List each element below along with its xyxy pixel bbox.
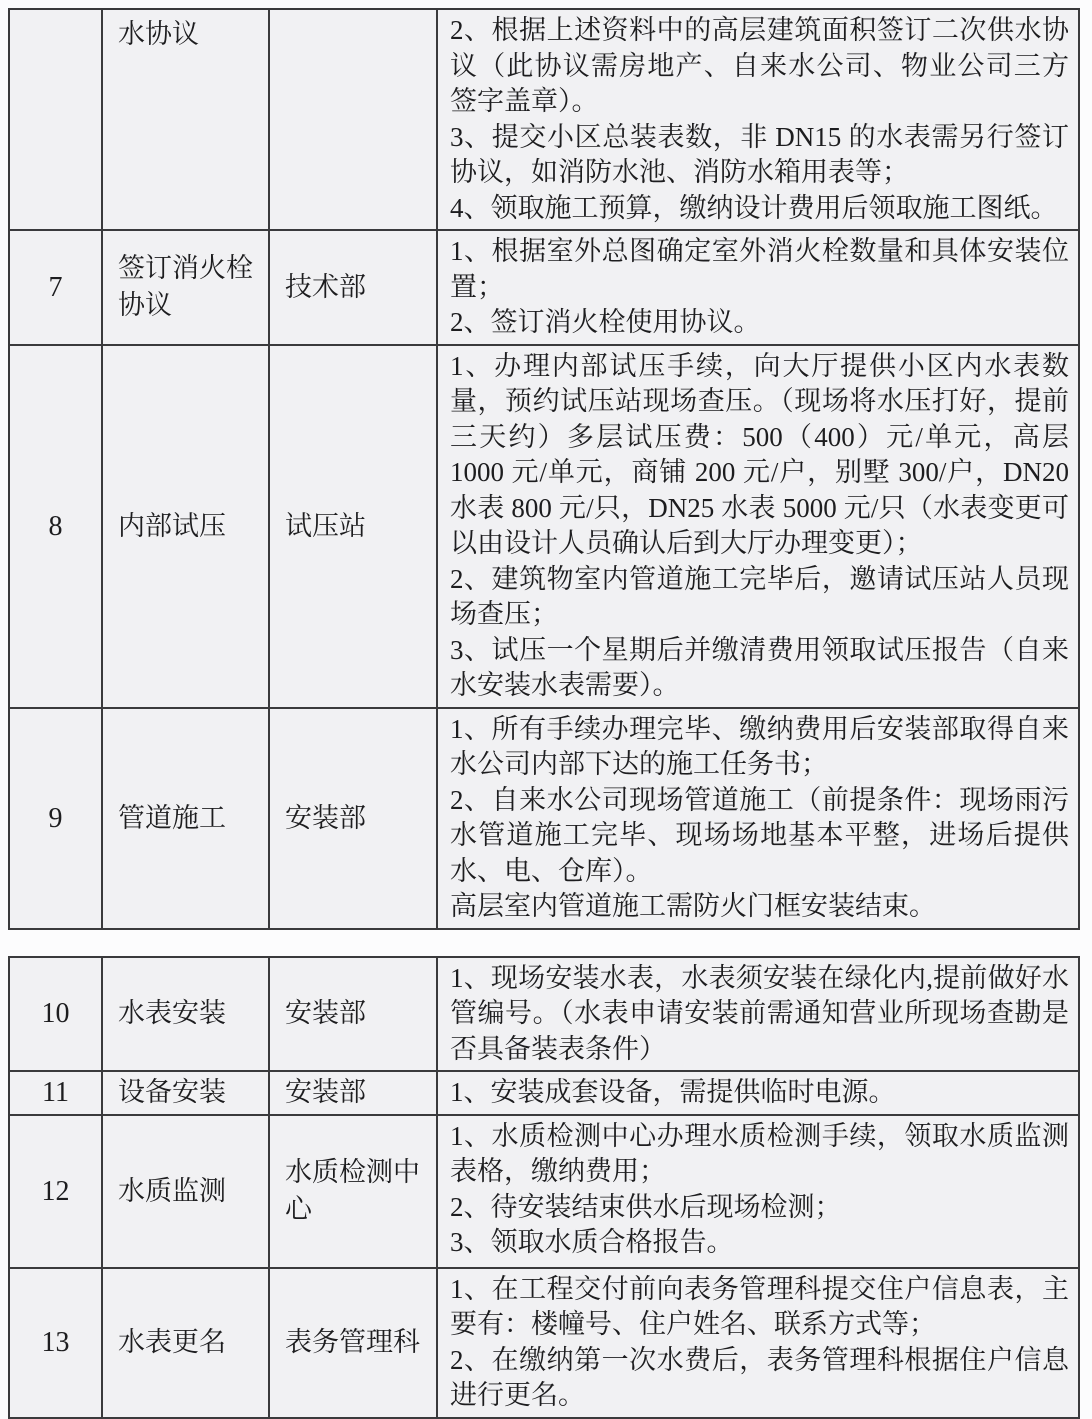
- cell-department: [269, 9, 437, 230]
- cell-department: 试压站: [269, 345, 437, 708]
- cell-step-name: 设备安装: [102, 1071, 269, 1115]
- cell-department: 安装部: [269, 957, 437, 1072]
- description-item: 2、在缴纳第一次水费后，表务管理科根据住户信息进行更名。: [450, 1344, 1069, 1410]
- procedure-table-lower: [8, 956, 1080, 1419]
- table-row-8: [9, 345, 1079, 708]
- description-item: 3、领取水质合格报告。: [450, 1227, 734, 1257]
- cell-row-number: 7: [9, 230, 102, 345]
- cell-description: [437, 1268, 1079, 1418]
- table-row-11: [9, 1071, 1079, 1115]
- cell-department: 安装部: [269, 1071, 437, 1115]
- cell-step-name: 水质监测: [102, 1115, 269, 1268]
- cell-department: 技术部: [269, 230, 437, 345]
- description-item: 3、提交小区总装表数，非 DN15 的水表需另行签订协议，如消防水池、消防水箱用表等；: [450, 121, 1069, 187]
- cell-description: [437, 9, 1079, 230]
- description-item: 1、水质检测中心办理水质检测手续，领取水质监测表格，缴纳费用；: [450, 1120, 1069, 1186]
- description-item: 4、领取施工预算，缴纳设计费用后领取施工图纸。: [450, 192, 1058, 223]
- cell-step-name: 水协议: [102, 9, 269, 230]
- cell-description: [437, 1071, 1079, 1115]
- table-row-12: [9, 1115, 1079, 1268]
- description-item: 1、在工程交付前向表务管理科提交住户信息表，主要有：楼幢号、住户姓名、联系方式等；: [450, 1273, 1069, 1339]
- cell-description: [437, 708, 1079, 929]
- table-row-9: [9, 708, 1079, 929]
- cell-description: [437, 1115, 1079, 1268]
- description-item: 2、自来水公司现场管道施工（前提条件：现场雨污水管道施工完毕、现场场地基本平整，进场后提供水、电、仓库）。: [450, 784, 1069, 886]
- cell-step-name: 管道施工: [102, 708, 269, 929]
- cell-department: 表务管理科: [269, 1268, 437, 1418]
- description-item: 3、试压一个星期后并缴清费用领取试压报告（自来水安装水表需要）。: [450, 634, 1069, 700]
- description-item: 1、现场安装水表，水表须安装在绿化内,提前做好水管编号。（水表申请安装前需通知营业所现场查勘是否具备装表条件）: [450, 962, 1069, 1064]
- cell-description: [437, 230, 1079, 345]
- cell-step-name: 内部试压: [102, 345, 269, 708]
- cell-row-number: 11: [9, 1071, 102, 1115]
- procedure-table-upper: [8, 8, 1080, 930]
- description-item: 2、签订消火栓使用协议。: [450, 307, 761, 337]
- description-item: 1、办理内部试压手续，向大厅提供小区内水表数量，预约试压站现场查压。（现场将水压打好，提前三天约）多层试压费：500（400）元/单元，高层 1000 元/单元，商铺 200 元/户，别墅 300/户，DN20 水表 800 元/只，DN25 水表 5000 元/只（水表变更可以由设计人员确认后到大厅办理变更）；: [450, 350, 1069, 558]
- description-item: 2、待安装结束供水后现场检测；: [450, 1191, 842, 1222]
- cell-row-number: 9: [9, 708, 102, 929]
- description-item: 2、根据上述资料中的高层建筑面积签订二次供水协议（此协议需房地产、自来水公司、物业公司三方签字盖章）。: [450, 15, 1069, 116]
- cell-row-number: 13: [9, 1268, 102, 1418]
- cell-description: [437, 957, 1079, 1072]
- description-item: 1、根据室外总图确定室外消火栓数量和具体安装位置；: [450, 236, 1069, 302]
- description-item: 1、安装成套设备，需提供临时电源。: [450, 1077, 896, 1107]
- table-segment-gap: [8, 930, 1092, 956]
- cell-step-name: 水表更名: [102, 1268, 269, 1418]
- cell-row-number: 8: [9, 345, 102, 708]
- description-item: 高层室内管道施工需防火门框安装结束。: [450, 891, 936, 921]
- cell-step-name: 签订消火栓协议: [102, 230, 269, 345]
- description-item: 1、所有手续办理完毕、缴纳费用后安装部取得自来水公司内部下达的施工任务书；: [450, 713, 1069, 779]
- cell-step-name: 水表安装: [102, 957, 269, 1072]
- cell-department: 安装部: [269, 708, 437, 929]
- cell-description: [437, 345, 1079, 708]
- cell-row-number: [9, 9, 102, 230]
- table-row-13: [9, 1268, 1079, 1418]
- cell-department: 水质检测中心: [269, 1115, 437, 1268]
- cell-row-number: 12: [9, 1115, 102, 1268]
- description-item: 2、建筑物室内管道施工完毕后，邀请试压站人员现场查压；: [450, 563, 1069, 629]
- cell-row-number: 10: [9, 957, 102, 1072]
- table-row-10: [9, 957, 1079, 1072]
- table-row-7: [9, 230, 1079, 345]
- table-row-6-continued: [9, 9, 1079, 230]
